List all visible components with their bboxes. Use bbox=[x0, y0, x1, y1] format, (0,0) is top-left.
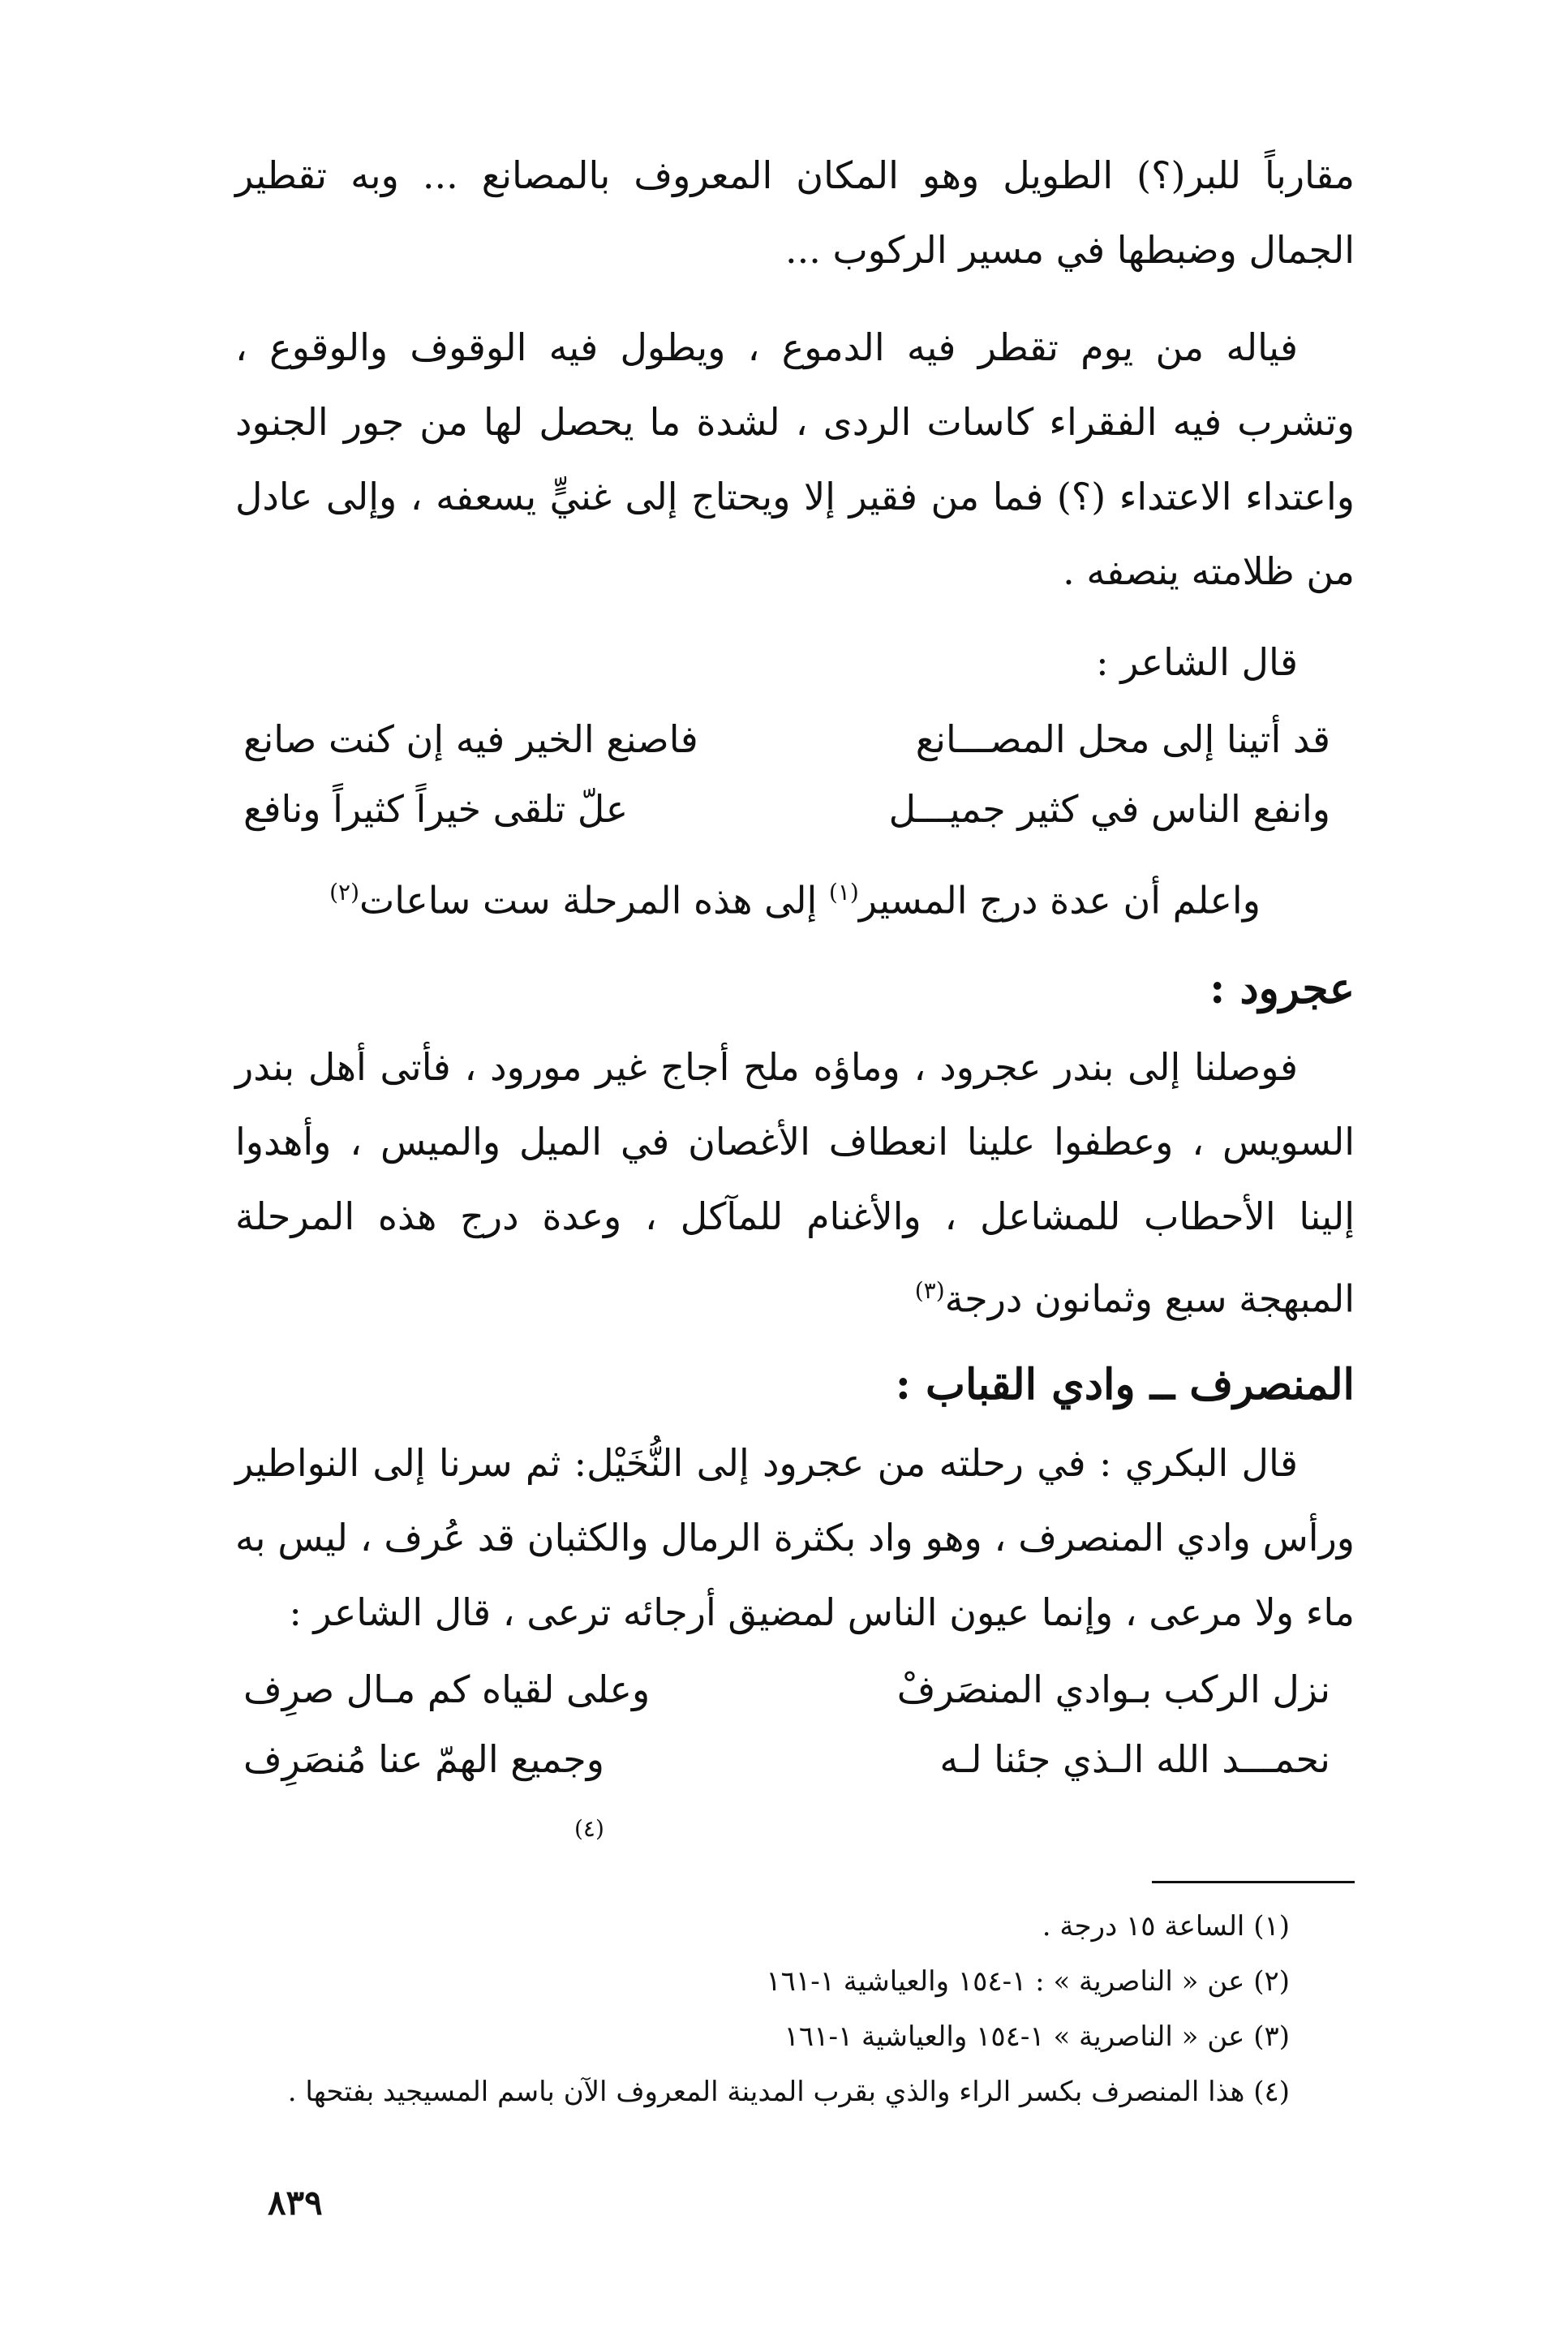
paragraph-continuation: مقارباً للبر(؟) الطويل وهو المكان المعروف بالمصانع ... وبه تقطير الجمال وضبطها في مسير الركوب ... bbox=[235, 153, 1355, 272]
distance-text: واعلم أن عدة درج المسير bbox=[858, 878, 1261, 923]
footnote-ref: (١) bbox=[828, 879, 859, 906]
poem-verse bbox=[235, 704, 1355, 774]
poet-intro-label: قال الشاعر : bbox=[1096, 640, 1298, 684]
footnote-divider bbox=[1152, 1881, 1355, 1883]
poem-masani bbox=[235, 704, 1355, 844]
verse-second-text: وجميع الهمّ عنا مُنصَرِف bbox=[243, 1736, 604, 1781]
footnote-3: (٣) عن « الناصرية » ١-١٥٤ والعياشية ١-١٦١ bbox=[784, 2020, 1290, 2053]
footnote-ref: (٣) bbox=[914, 1277, 945, 1305]
section-heading-ajrud: عجرود : bbox=[1209, 964, 1355, 1014]
section-heading-munsaraf: المنصرف ــ وادي القباب : bbox=[895, 1359, 1355, 1409]
footnote-ref: (٢) bbox=[329, 879, 359, 906]
footnote-4: (٤) هذا المنصرف بكسر الراء والذي بقرب المدينة المعروف الآن باسم المسيجيد بفتحها . bbox=[287, 2076, 1290, 2108]
paragraph-ajrud-text: فوصلنا إلى بندر عجرود ، وماؤه ملح أجاج غير مورود ، فأتى أهل بندر السويس ، وعطفوا علينا انعطاف الأغصان في الميل والميس ، وأهدوا إلينا الأحطاب للمشاعل ، والأغنام للمآكل ، وعدة درج هذه المرحلة المبهجة سبع وثمانون درجة bbox=[235, 1045, 1355, 1321]
verse-first-hemistich: نحمـــد الله الـذي جئنا لـه bbox=[939, 1736, 1330, 1781]
verse-second-hemistich: وعلى لقياه كم مـال صرِف bbox=[243, 1667, 651, 1711]
distance-line bbox=[235, 852, 1355, 940]
distance-text-end: إلى هذه المرحلة ست ساعات bbox=[359, 878, 829, 923]
paragraph-ajrud bbox=[235, 1030, 1355, 1336]
verse-first-hemistich: وانفع الناس في كثير جميـــل bbox=[888, 787, 1330, 831]
poem-munsaraf bbox=[235, 1654, 1355, 1871]
footnote-2: (٢) عن « الناصرية » : ١-١٥٤ والعياشية ١-١٦١ bbox=[766, 1965, 1290, 1998]
poem-verse bbox=[235, 774, 1355, 844]
verse-second-hemistich: فاصنع الخير فيه إن كنت صانع bbox=[243, 717, 698, 761]
verse-second-hemistich bbox=[243, 1724, 604, 1871]
main-text-column bbox=[235, 138, 1355, 1871]
footnote-ref: (٤) bbox=[574, 1814, 604, 1842]
page-number: ٨٣٩ bbox=[268, 2183, 323, 2222]
footnote-1: (١) الساعة ١٥ درجة . bbox=[1042, 1910, 1290, 1943]
paragraph-day-description: فياله من يوم تقطر فيه الدموع ، ويطول فيه الوقوف والوقوع ، وتشرب فيه الفقراء كاسات الردى ، لشدة ما يحصل لها من جور الجنود واعتداء الاعتداء (؟) فما من فقير إلا ويحتاج إلى غنيٍّ يسعفه ، وإلى عادل من ظلامته ينصفه . bbox=[235, 325, 1355, 593]
verse-first-hemistich: قد أتينا إلى محل المصـــانع bbox=[915, 717, 1330, 761]
verse-second-hemistich: علّ تلقى خيراً كثيراً ونافع bbox=[243, 787, 629, 831]
verse-first-hemistich: نزل الركب بـوادي المنصَرفْ bbox=[896, 1667, 1330, 1711]
paragraph-munsaraf: قال البكري : في رحلته من عجرود إلى النُّخَيْل: ثم سرنا إلى النواطير ورأس وادي المنصرف ، وهو واد بكثرة الرمال والكثبان قد عُرف ، ليس به ماء ولا مرعى ، وإنما عيون الناس لمضيق أرجائه ترعى ، قال الشاعر : bbox=[235, 1440, 1355, 1634]
footnotes bbox=[235, 1899, 1290, 2119]
poem-verse bbox=[235, 1654, 1355, 1724]
poem-verse bbox=[235, 1724, 1355, 1871]
